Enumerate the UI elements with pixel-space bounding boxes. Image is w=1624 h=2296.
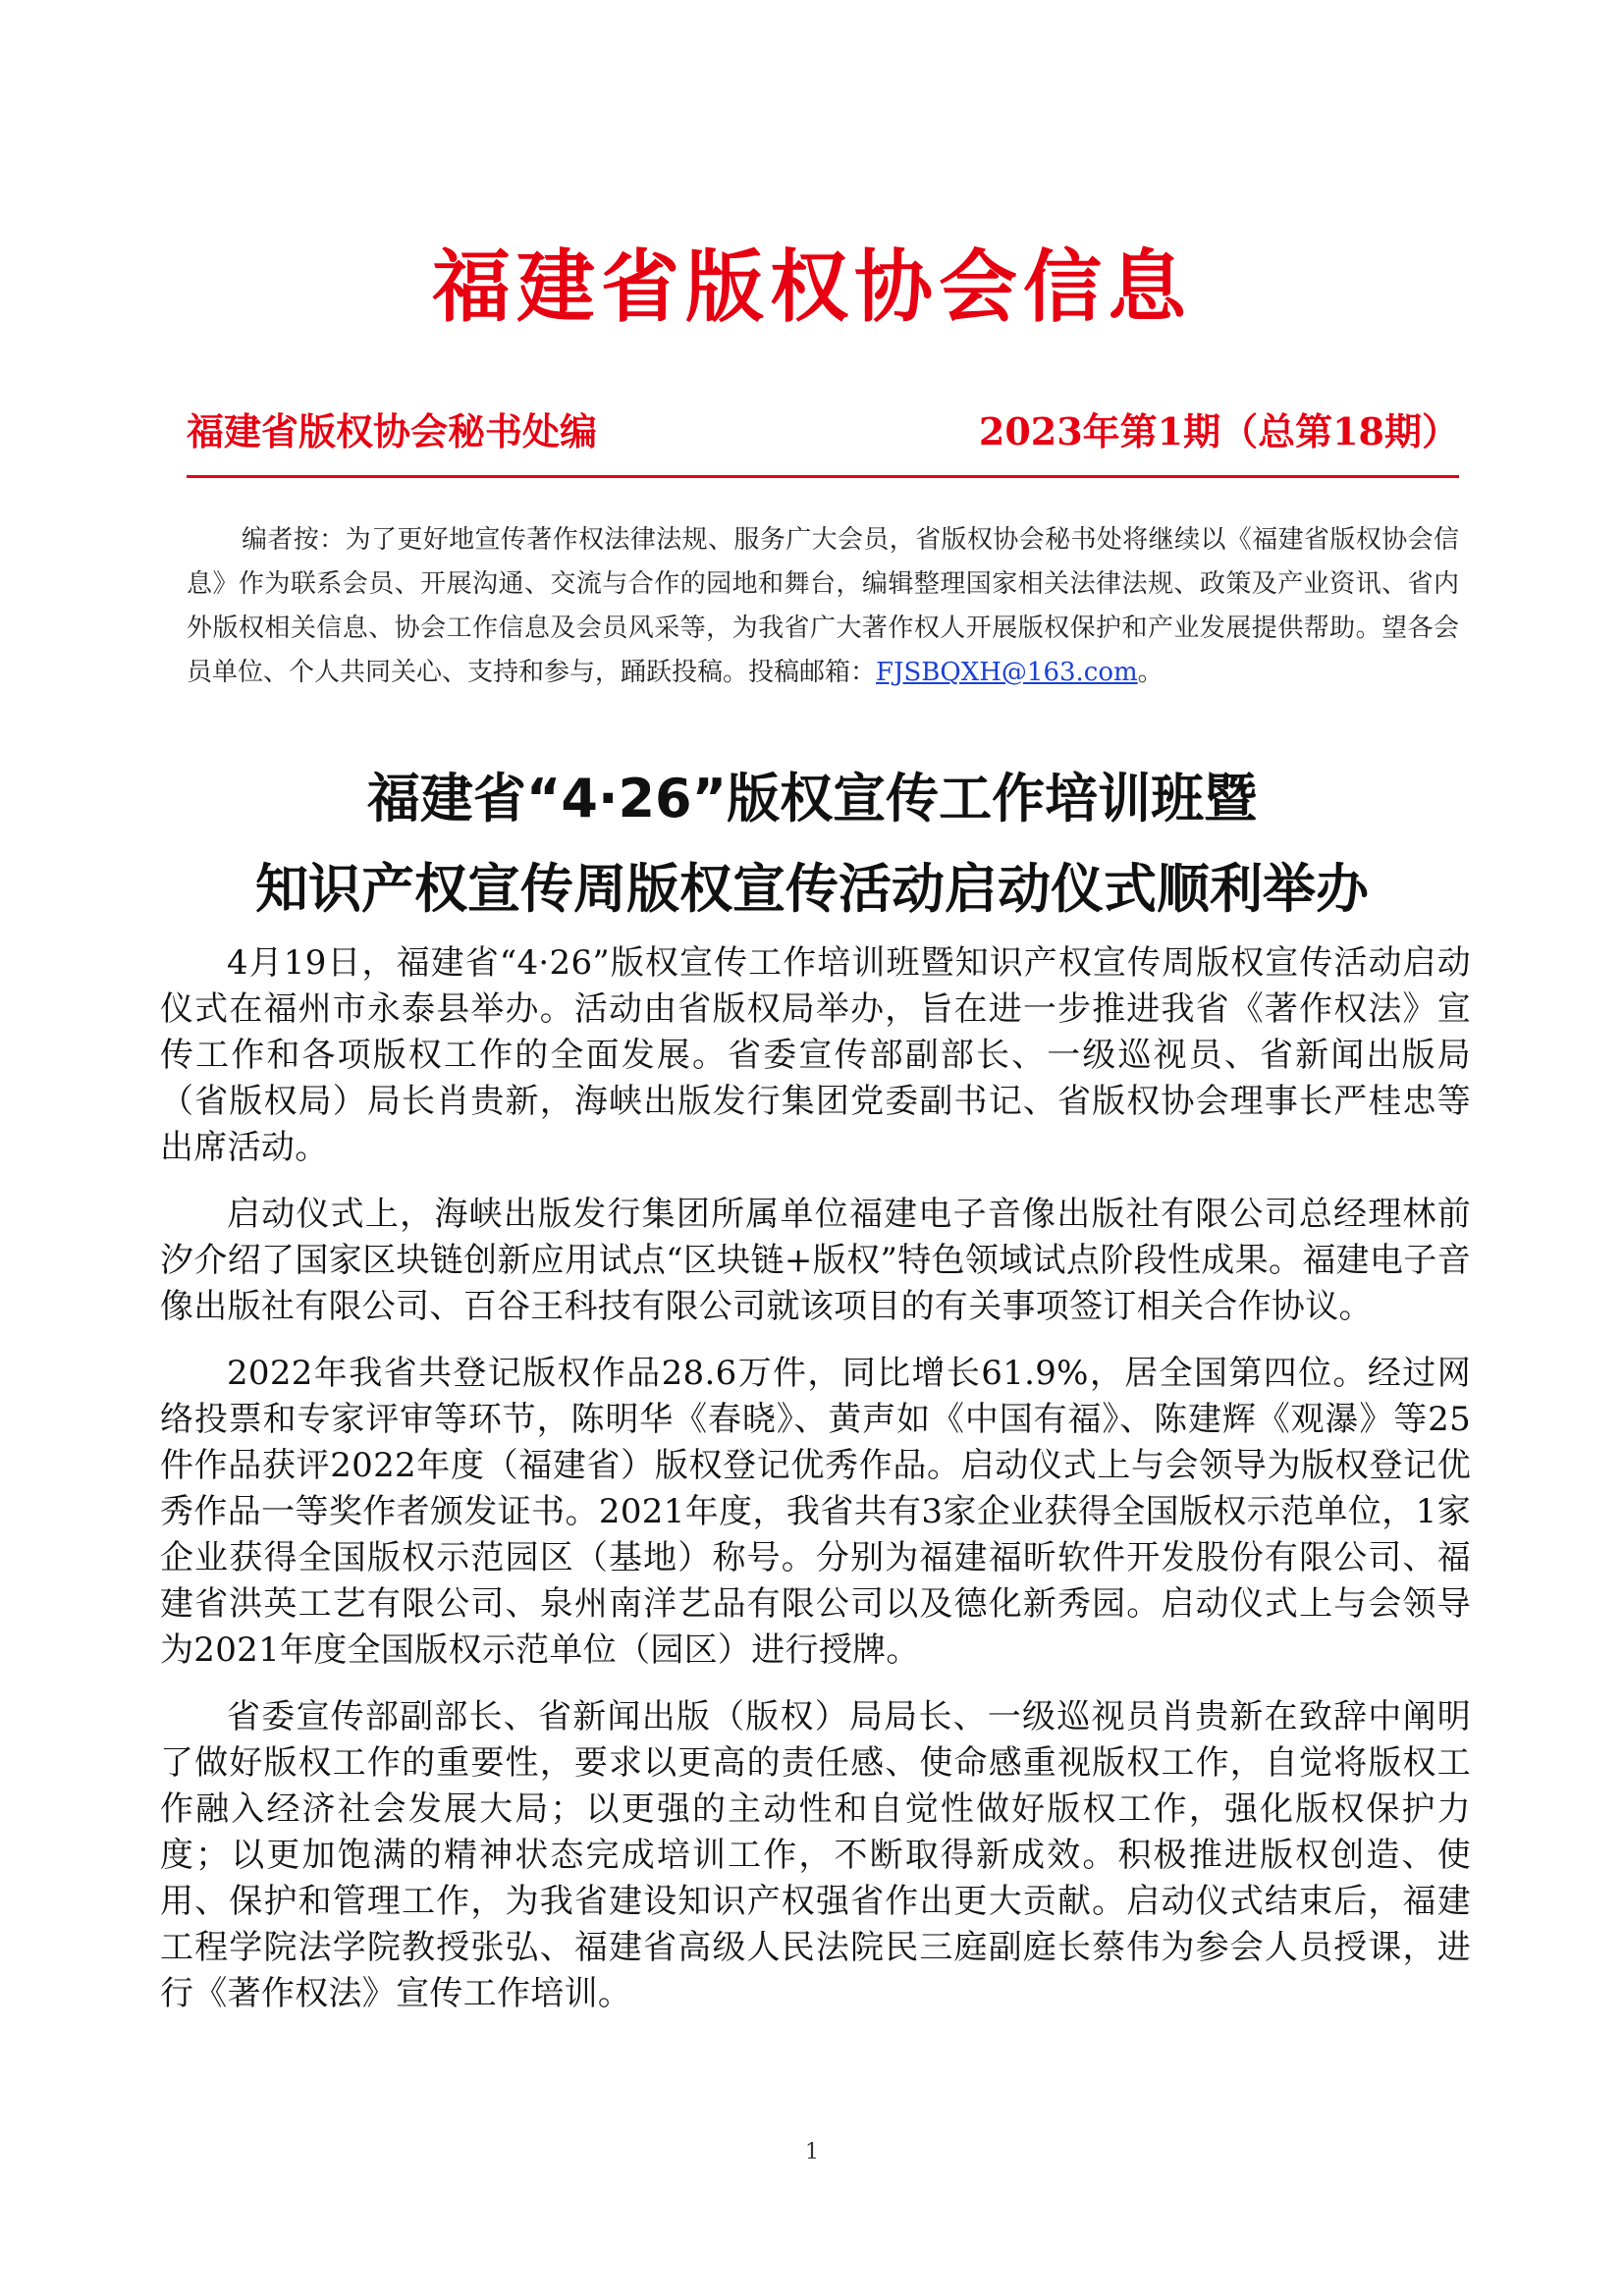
article-headline [0,754,1624,934]
editor-note-text: 编者按：为了更好地宣传著作权法律法规、服务广大会员，省版权协会秘书处将继续以《福建省版权协会信息》作为联系会员、开展沟通、交流与合作的园地和舞台，编辑整理国家相关法律法规、政策及产业资讯、省内外版权相关信息、协会工作信息及会员风采等，为我省广大著作权人开展版权保护和产业发展提供帮助。望各会员单位、个人共同关心、支持和参与，踊跃投稿。投稿邮箱： [187,525,1459,687]
submission-email-link[interactable]: FJSBQXH@163.com [876,658,1138,687]
headline-line-2: 知识产权宣传周版权宣传活动启动仪式顺利举办 [255,858,1369,920]
article-paragraph: 2022年我省共登记版权作品28.6万件，同比增长61.9%，居全国第四位。经过网络投票和专家评审等环节，陈明华《春晓》、黄声如《中国有福》、陈建辉《观瀑》等25件作品获评2022年度（福建省）版权登记优秀作品。启动仪式上与会领导为版权登记优秀作品一等奖作者颁发证书。2021年度，我省共有3家企业获得全国版权示范单位，1家企业获得全国版权示范园区（基地）称号。分别为福建福昕软件开发股份有限公司、福建省洪英工艺有限公司、泉州南洋艺品有限公司以及德化新秀园。启动仪式上与会领导为2021年度全国版权示范单位（园区）进行授牌。 [160,1354,1471,1670]
header-divider [187,475,1459,478]
issue-number: 2023年第1期（总第18期） [978,409,1459,454]
editor-note [187,518,1459,695]
editor-credit: 福建省版权协会秘书处编 [187,409,598,454]
article-paragraph: 4月19日，福建省“4·26”版权宣传工作培训班暨知识产权宣传周版权宣传活动启动仪式在福州市永泰县举办。活动由省版权局举办，旨在进一步推进我省《著作权法》宣传工作和各项版权工作的全面发展。省委宣传部副部长、一级巡视员、省新闻出版局（省版权局）局长肖贵新，海峡出版发行集团党委副书记、省版权协会理事长严桂忠等出席活动。 [160,943,1471,1167]
article-paragraph: 启动仪式上，海峡出版发行集团所属单位福建电子音像出版社有限公司总经理林前汐介绍了国家区块链创新应用试点“区块链+版权”特色领域试点阶段性成果。福建电子音像出版社有限公司、百谷王科技有限公司就该项目的有关事项签订相关合作协议。 [160,1195,1471,1326]
issue-info [187,402,1459,461]
masthead-title: 福建省版权协会信息 [432,241,1192,333]
headline-line-1: 福建省“4·26”版权宣传工作培训班暨 [366,768,1258,829]
article-body [160,940,1471,2038]
editor-note-end: 。 [1137,658,1164,687]
page-number: 1 [805,2140,819,2164]
article-paragraph: 省委宣传部副部长、省新闻出版（版权）局局长、一级巡视员肖贵新在致辞中阐明了做好版权工作的重要性，要求以更高的责任感、使命感重视版权工作，自觉将版权工作融入经济社会发展大局；以更强的主动性和自觉性做好版权工作，强化版权保护力度；以更加饱满的精神状态完成培训工作，不断取得新成效。积极推进版权创造、使用、保护和管理工作，为我省建设知识产权强省作出更大贡献。启动仪式结束后，福建工程学院法学院教授张弘、福建省高级人民法院民三庭副庭长蔡伟为参会人员授课，进行《著作权法》宣传工作培训。 [160,1697,1471,2013]
